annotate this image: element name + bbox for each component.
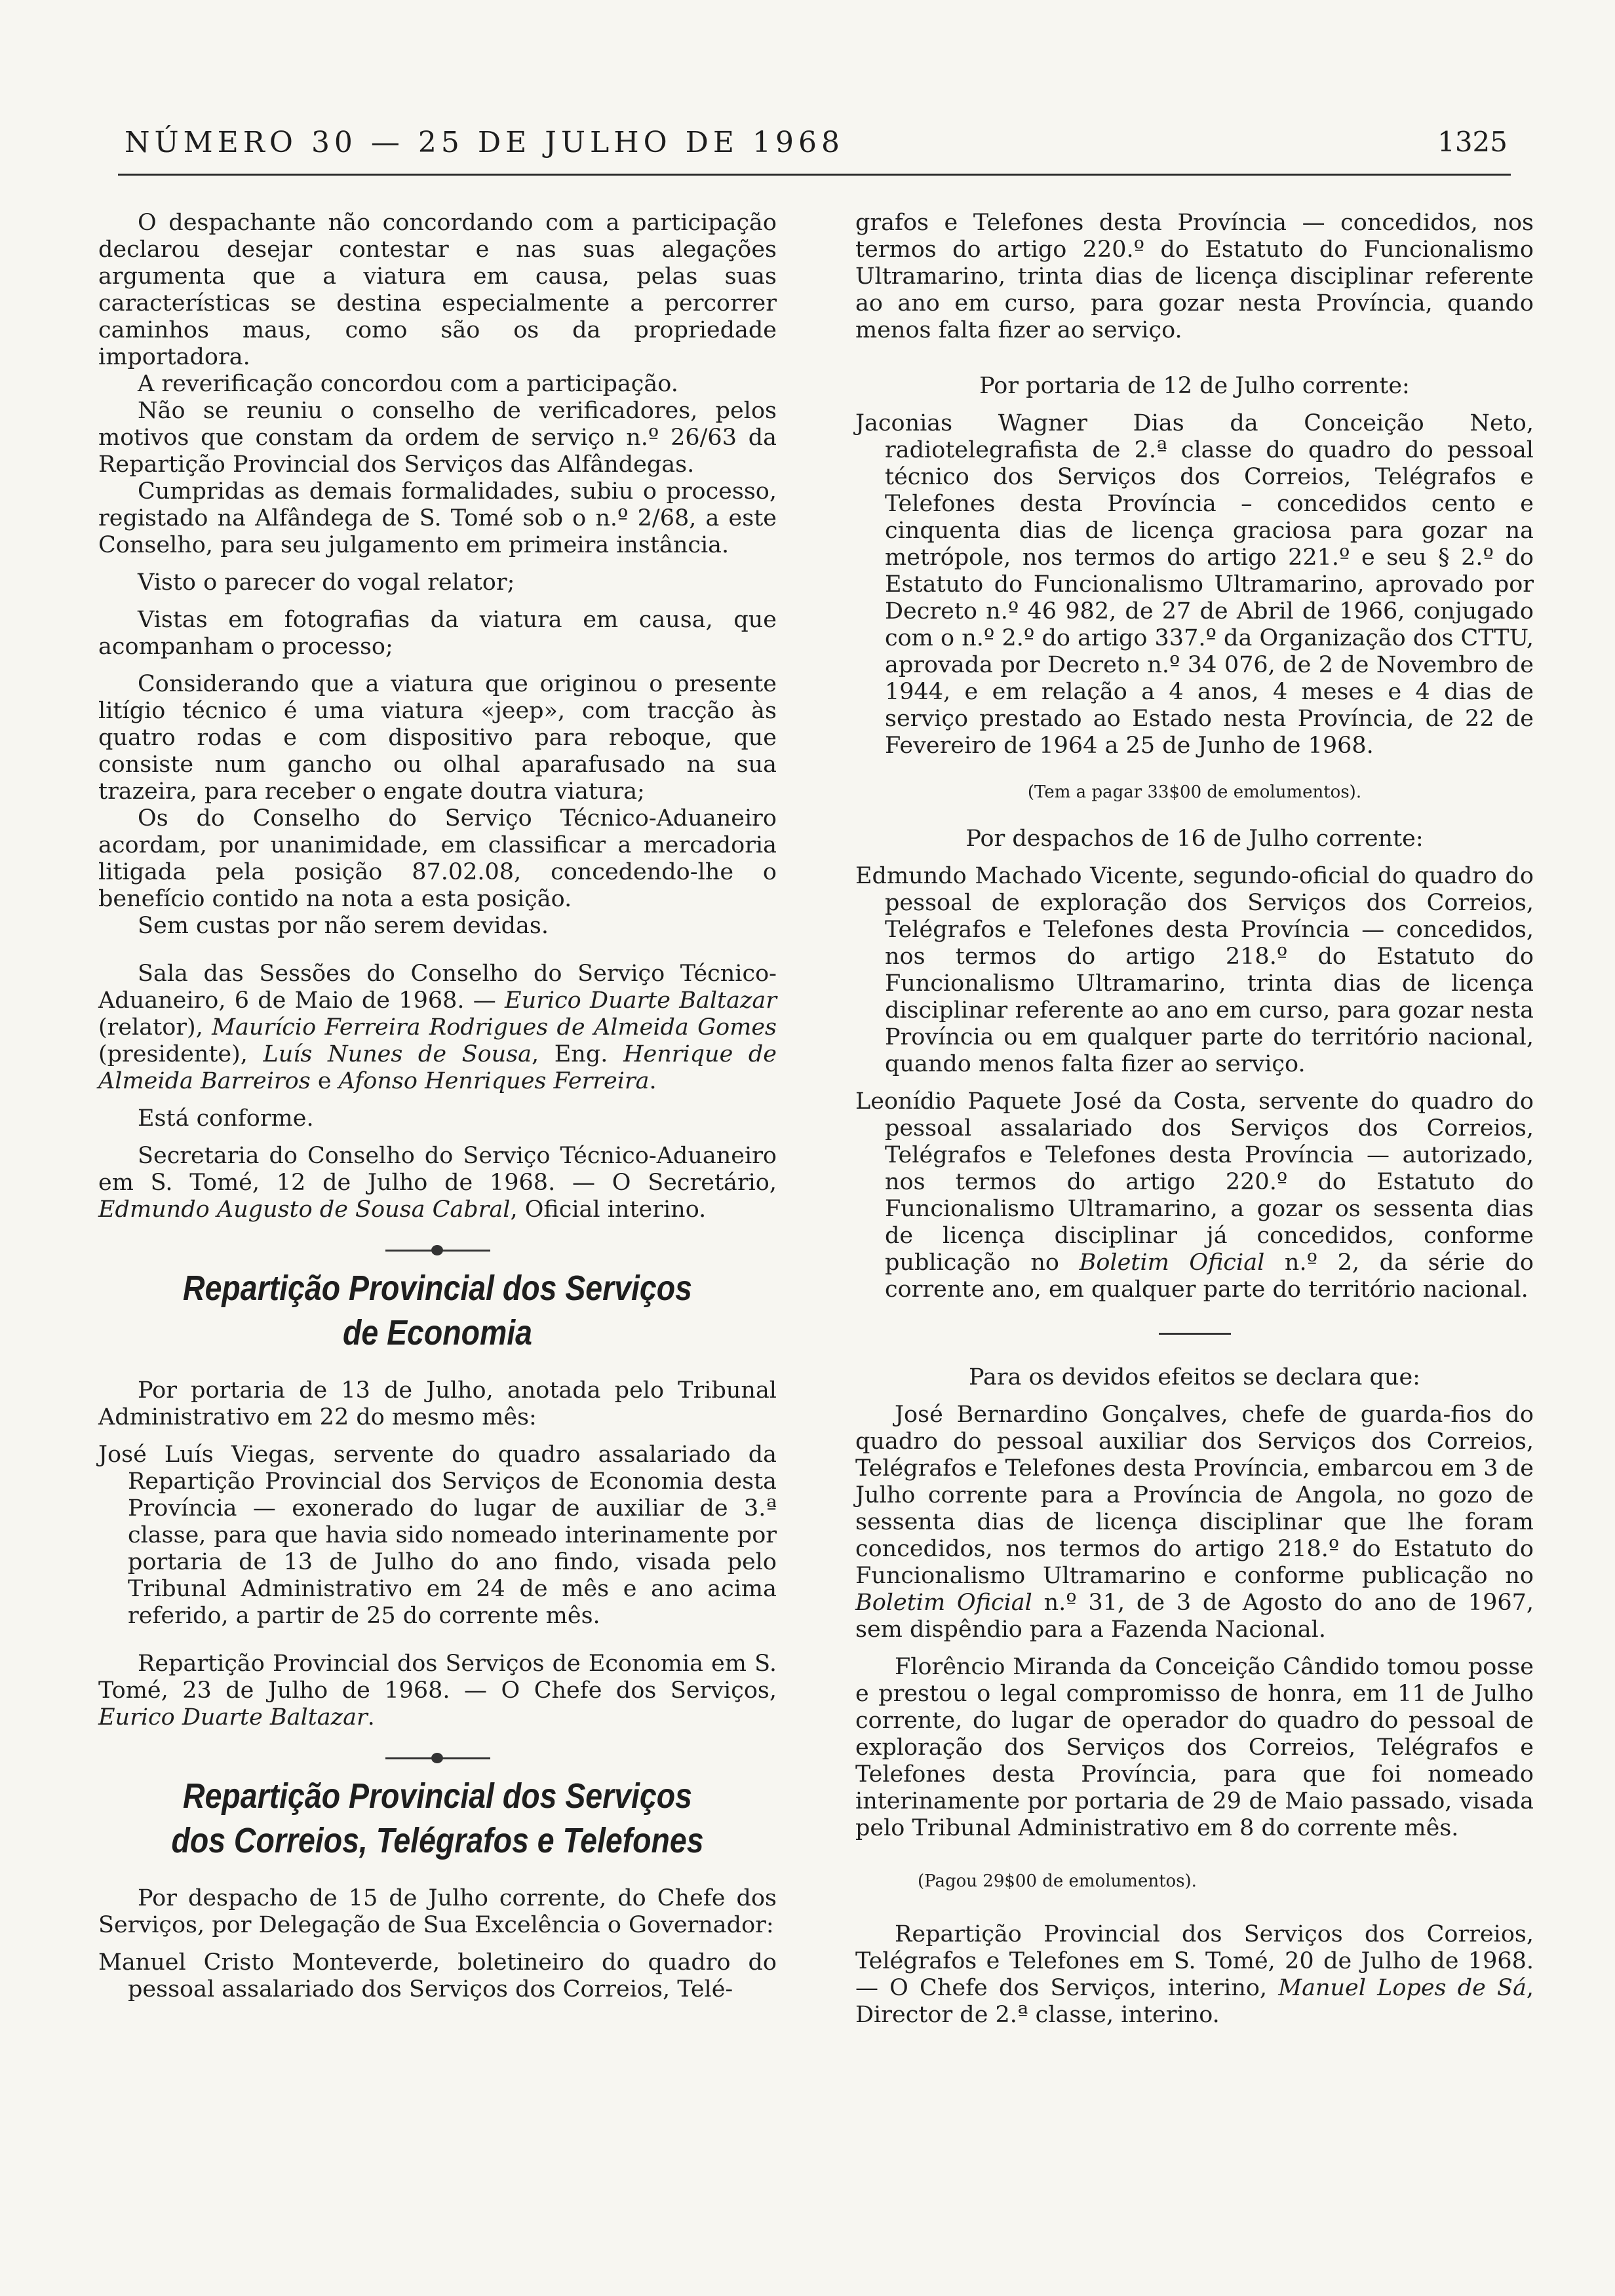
section-heading-correios: Repartição Provincial dos Serviços dos Correios, Telégrafos e Telefones: [171, 1776, 704, 1860]
paragraph: José Bernardino Gonçalves, chefe de guarda-fios do quadro do pessoal auxiliar dos Serviços dos Correios, Telégrafos e Telefones desta Província, embarcou em 3 de Julho corrente para a Província de Angola, no gozo de sessenta dias de licença disciplinar que lhe foram concedidos, nos termos do artigo 218.º do Estatuto do Funcionalismo Ultramarino e conforme publicação no Boletim Oficial n.º 31, de 3 de Agosto do ano de 1967, sem dispêndio para a Fazenda Nacional.: [855, 1402, 1534, 1643]
paragraph: Os do Conselho do Serviço Técnico-Aduaneiro acordam, por unanimidade, em classificar a mercadoria litigada pela posição 87.02.08, concedendo-lhe o benefício contido na nota a esta posição.: [98, 805, 777, 912]
paragraph: Manuel Cristo Monteverde, boletineiro do quadro do pessoal assalariado dos Serviços dos Correios, Telé-: [98, 1949, 777, 2002]
paragraph: José Luís Viegas, servente do quadro assalariado da Repartição Provincial dos Serviços de Economia desta Província — exonerado do lugar de auxiliar de 3.ª classe, para que havia sido nomeado interinamente por portaria de 13 de Julho do ano findo, visada pelo Tribunal Administrativo em 24 de mês e ano acima referido, a partir de 25 do corrente mês.: [98, 1442, 777, 1629]
page-number: 1325: [1437, 126, 1508, 158]
issue-date: NÚMERO 30 — 25 DE JULHO DE 1968: [125, 126, 844, 159]
secretariat-signature: Secretaria do Conselho do Serviço Técnico-Aduaneiro em S. Tomé, 12 de Julho de 1968. — O Secretário, Edmundo Augusto de Sousa Cabral, Oficial interino.: [98, 1143, 777, 1223]
section-separator: [385, 1757, 490, 1759]
right-column: [855, 210, 1534, 2029]
left-column: [98, 210, 777, 2003]
session-signature: Sala das Sessões do Conselho do Serviço Técnico-Aduaneiro, 6 de Maio de 1968. — Eurico Duarte Baltazar (relator), Maurício Ferreira Rodrigues de Almeida Gomes (presidente), Luís Nunes de Sousa, Eng. Henrique de Almeida Barreiros e Afonso Henriques Ferreira.: [98, 961, 777, 1094]
section-heading-economia: Repartição Provincial dos Serviços de Economia: [183, 1269, 692, 1352]
paragraph: Visto o parecer do vogal relator;: [138, 569, 515, 596]
emolument-note: (Pagou 29$00 de emolumentos).: [918, 1871, 1197, 1891]
paragraph: Por portaria de 13 de Julho, anotada pelo Tribunal Administrativo em 22 do mesmo mês:: [98, 1377, 777, 1430]
emolument-note: (Tem a pagar 33$00 de emolumentos).: [1027, 782, 1362, 802]
conforme-note: Está conforme.: [138, 1105, 314, 1132]
paragraph: Por portaria de 12 de Julho corrente:: [979, 373, 1410, 399]
paragraph: O despachante não concordando com a participação declarou desejar contestar e nas suas alegações argumenta que a viatura em causa, pelas suas características se destina especialmente a percorrer caminhos maus, como são os da propriedade importadora.: [98, 210, 777, 370]
paragraph: Leonídio Paquete José da Costa, servente do quadro do pessoal assalariado dos Serviços dos Correios, Telégrafos e Telefones desta Província — autorizado, nos termos do artigo 220.º do Estatuto do Funcionalismo Ultramarino, a gozar os sessenta dias de licença disciplinar já concedidos, conforme publicação no Boletim Oficial n.º 2, da série do corrente ano, em qualquer parte do território nacional.: [855, 1088, 1534, 1303]
economia-signature: Repartição Provincial dos Serviços de Economia em S. Tomé, 23 de Julho de 1968. — O Chefe dos Serviços, Eurico Duarte Baltazar.: [98, 1651, 777, 1731]
section-separator: [385, 1250, 490, 1252]
correios-signature: Repartição Provincial dos Serviços dos Correios, Telégrafos e Telefones em S. Tomé, 20 de Julho de 1968. — O Chefe dos Serviços, interino, Manuel Lopes de Sá, Director de 2.ª classe, interino.: [855, 1921, 1534, 2028]
paragraph: Sem custas por não serem devidas.: [138, 913, 549, 939]
paragraph: Florêncio Miranda da Conceição Cândido tomou posse e prestou o legal compromisso de honra, em 11 de Julho corrente, do lugar de operador do quadro do pessoal de exploração dos Serviços dos Correios, Telégrafos e Telefones desta Província, para que foi nomeado interinamente por portaria de 29 de Maio passado, visada pelo Tribunal Administrativo em 8 do corrente mês.: [855, 1654, 1534, 1841]
section-separator: [1159, 1333, 1231, 1335]
paragraph: Por despacho de 15 de Julho corrente, do Chefe dos Serviços, por Delegação de Sua Excelência o Governador:: [98, 1885, 777, 1938]
paragraph: Por despachos de 16 de Julho corrente:: [965, 826, 1424, 852]
page-header: [125, 126, 1508, 172]
paragraph: Cumpridas as demais formalidades, subiu o processo, registado na Alfândega de S. Tomé sob o n.º 2/68, a este Conselho, para seu julgamento em primeira instância.: [98, 478, 777, 558]
paragraph: grafos e Telefones desta Província — concedidos, nos termos do artigo 220.º do Estatuto do Funcionalismo Ultramarino, trinta dias de licença disciplinar referente ao ano em curso, para gozar nesta Província, quando menos falta fizer ao serviço.: [855, 210, 1534, 343]
header-rule: [118, 174, 1511, 176]
paragraph: Jaconias Wagner Dias da Conceição Neto, radiotelegrafista de 2.ª classe do quadro do pessoal técnico dos Serviços dos Correios, Telégrafos e Telefones desta Província – concedidos cento e cinquenta dias de licença graciosa para gozar na metrópole, nos termos do artigo 221.º e seu § 2.º do Estatuto do Funcionalismo Ultramarino, aprovado por Decreto n.º 46 982, de 27 de Abril de 1966, conjugado com o n.º 2.º do artigo 337.º da Organização dos CTTU, aprovada por Decreto n.º 34 076, de 2 de Novembro de 1944, e em relação a 4 anos, 4 meses e 4 dias de serviço prestado ao Estado nesta Província, de 22 de Fevereiro de 1964 a 25 de Junho de 1968.: [855, 410, 1534, 759]
paragraph: A reverificação concordou com a participação.: [138, 371, 678, 397]
paragraph: Considerando que a viatura que originou o presente litígio técnico é uma viatura «jeep», com tracção às quatro rodas e com dispositivo para reboque, que consiste num gancho ou olhal aparafusado na sua trazeira, para receber o engate doutra viatura;: [98, 671, 777, 805]
paragraph: Vistas em fotografias da viatura em causa, que acompanham o processo;: [98, 607, 777, 660]
paragraph: Não se reuniu o conselho de verificadores, pelos motivos que constam da ordem de serviço n.º 26/63 da Repartição Provincial dos Serviços das Alfândegas.: [98, 398, 777, 478]
paragraph: Para os devidos efeitos se declara que:: [969, 1364, 1420, 1390]
paragraph: Edmundo Machado Vicente, segundo-oficial do quadro do pessoal de exploração dos Serviços dos Correios, Telégrafos e Telefones desta Província — concedidos, nos termos do artigo 218.º do Estatuto do Funcionalismo Ultramarino, trinta dias de licença disciplinar referente ao ano em curso, para gozar nesta Província ou em qualquer parte do território nacional, quando menos falta fizer ao serviço.: [855, 863, 1534, 1077]
